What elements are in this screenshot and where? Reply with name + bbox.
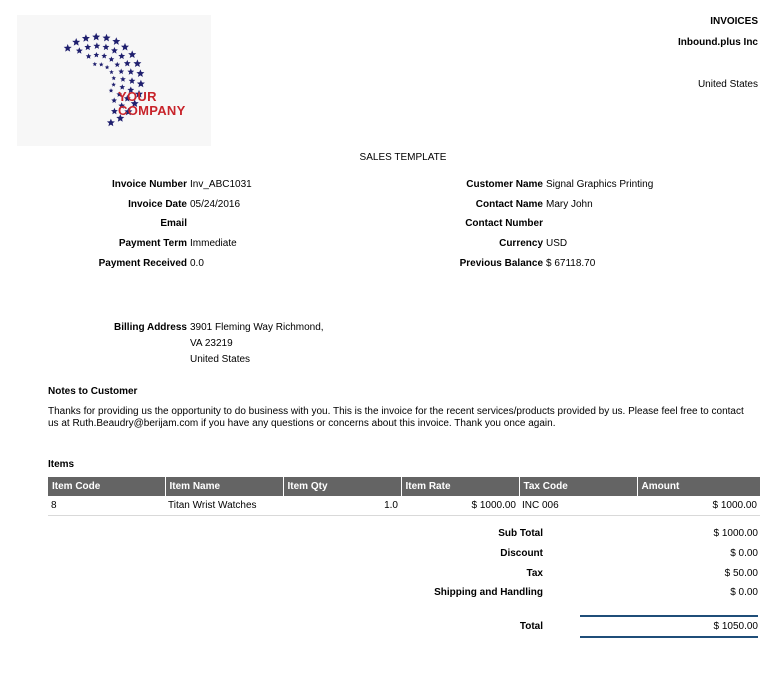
billing-address-label: Billing Address	[114, 322, 187, 333]
amount-cell: $ 1000.00	[637, 496, 760, 516]
logo-star-shape	[93, 62, 98, 66]
customer-name-label: Customer Name	[466, 179, 543, 190]
logo-star-shape	[128, 50, 136, 58]
item-rate-cell: $ 1000.00	[401, 496, 519, 516]
notes-heading: Notes to Customer	[48, 386, 138, 397]
logo-star-shape	[93, 42, 100, 49]
col-item-code: Item Code	[48, 477, 165, 496]
previous-balance-value: $ 67118.70	[546, 258, 596, 269]
logo-star-shape	[129, 77, 136, 84]
col-item-name: Item Name	[165, 477, 283, 496]
header-title: INVOICES	[710, 16, 758, 27]
customer-name-value: Signal Graphics Printing	[546, 179, 654, 190]
total-top-rule	[580, 615, 758, 617]
contact-name-value: Mary John	[546, 199, 593, 210]
logo-star-shape	[112, 76, 117, 80]
logo-star-shape	[124, 60, 131, 67]
payment-received-value: 0.0	[190, 258, 204, 269]
logo-star-shape	[109, 70, 114, 74]
logo-star-shape	[118, 53, 125, 60]
table-row	[48, 496, 760, 516]
col-item-rate: Item Rate	[401, 477, 519, 496]
total-value: $ 1050.00	[713, 621, 758, 632]
billing-address-line2: VA 23219	[190, 338, 233, 349]
col-amount: Amount	[637, 477, 760, 496]
logo-star-shape	[76, 47, 83, 54]
logo-star-shape	[136, 69, 144, 77]
logo-star-shape	[82, 34, 90, 42]
logo-text	[118, 90, 186, 118]
logo-star-shape	[111, 108, 118, 115]
total-label: Total	[519, 621, 543, 632]
tax-label: Tax	[526, 568, 543, 579]
shipping-label: Shipping and Handling	[434, 587, 543, 598]
item-code-cell: 8	[48, 496, 165, 516]
payment-received-label: Payment Received	[98, 258, 187, 269]
logo-star-shape	[121, 43, 129, 51]
logo-star-shape	[111, 82, 116, 86]
discount-value: $ 0.00	[730, 548, 758, 559]
header-country: United States	[697, 79, 758, 90]
shipping-value: $ 0.00	[730, 587, 758, 598]
logo-star-shape	[94, 52, 100, 57]
billing-address-line1: 3901 Fleming Way Richmond,	[190, 322, 324, 333]
logo-star-shape	[72, 38, 80, 46]
logo-star-shape	[107, 119, 115, 127]
logo-star-shape	[118, 69, 124, 75]
logo-star-shape	[120, 76, 126, 81]
payment-term-value: Immediate	[190, 238, 237, 249]
invoice-number-label: Invoice Number	[111, 179, 187, 190]
logo-star-shape	[114, 62, 120, 67]
currency-label: Currency	[499, 238, 543, 249]
col-item-qty: Item Qty	[283, 477, 401, 496]
payment-term-label: Payment Term	[118, 238, 187, 249]
logo-star-shape	[99, 62, 104, 66]
discount-label: Discount	[500, 548, 543, 559]
previous-balance-label: Previous Balance	[459, 258, 543, 269]
logo-star-shape	[111, 98, 117, 104]
sub-total-label: Sub Total	[498, 528, 543, 539]
item-qty-cell: 1.0	[283, 496, 401, 516]
invoice-date-value: 05/24/2016	[190, 199, 241, 210]
items-header-row	[48, 477, 760, 496]
billing-address-line3: United States	[190, 354, 251, 365]
item-name-cell: Titan Wrist Watches	[165, 496, 283, 516]
header-company: Inbound.plus Inc	[678, 37, 758, 48]
logo-star-shape	[64, 44, 72, 52]
total-bottom-rule	[580, 636, 758, 638]
logo-star-shape	[109, 88, 114, 92]
document-title: SALES TEMPLATE	[359, 152, 447, 163]
tax-code-cell: INC 006	[519, 496, 637, 516]
invoice-date-label: Invoice Date	[128, 199, 187, 210]
logo-star-shape	[127, 68, 134, 75]
items-table	[48, 477, 760, 516]
logo-star-shape	[137, 80, 145, 88]
logo-star-shape	[92, 33, 100, 41]
logo-star-shape	[112, 37, 120, 45]
logo-star-shape	[109, 56, 115, 61]
currency-value: USD	[546, 238, 568, 249]
logo-star-shape	[101, 53, 107, 59]
email-label: Email	[160, 218, 187, 229]
items-heading: Items	[48, 459, 75, 470]
tax-value: $ 50.00	[724, 568, 758, 579]
company-logo	[17, 15, 211, 146]
sub-total-value: $ 1000.00	[713, 528, 758, 539]
logo-star-shape	[105, 65, 110, 69]
notes-text: Thanks for providing us the opportunity to do business with you. This is the invoice for the recent services/products provided by us. Please feel free to contact us at Ruth.Beaudry@berijam.com if you have any questions or concerns about this invoice. Thank you once again.	[48, 406, 744, 429]
logo-star-shape	[86, 53, 92, 58]
logo-text-line2: COMPANY	[118, 103, 186, 118]
contact-number-label: Contact Number	[465, 218, 543, 229]
logo-text-line1: YOUR	[118, 89, 157, 104]
invoice-number-value: Inv_ABC1031	[190, 179, 252, 190]
col-tax-code: Tax Code	[519, 477, 637, 496]
contact-name-label: Contact Name	[475, 199, 543, 210]
logo-star-shape	[84, 44, 91, 51]
globe-stars-icon	[17, 15, 211, 146]
logo-star-shape	[111, 47, 118, 54]
logo-star-shape	[103, 34, 111, 42]
logo-star-shape	[133, 59, 141, 67]
logo-star-shape	[103, 44, 110, 51]
